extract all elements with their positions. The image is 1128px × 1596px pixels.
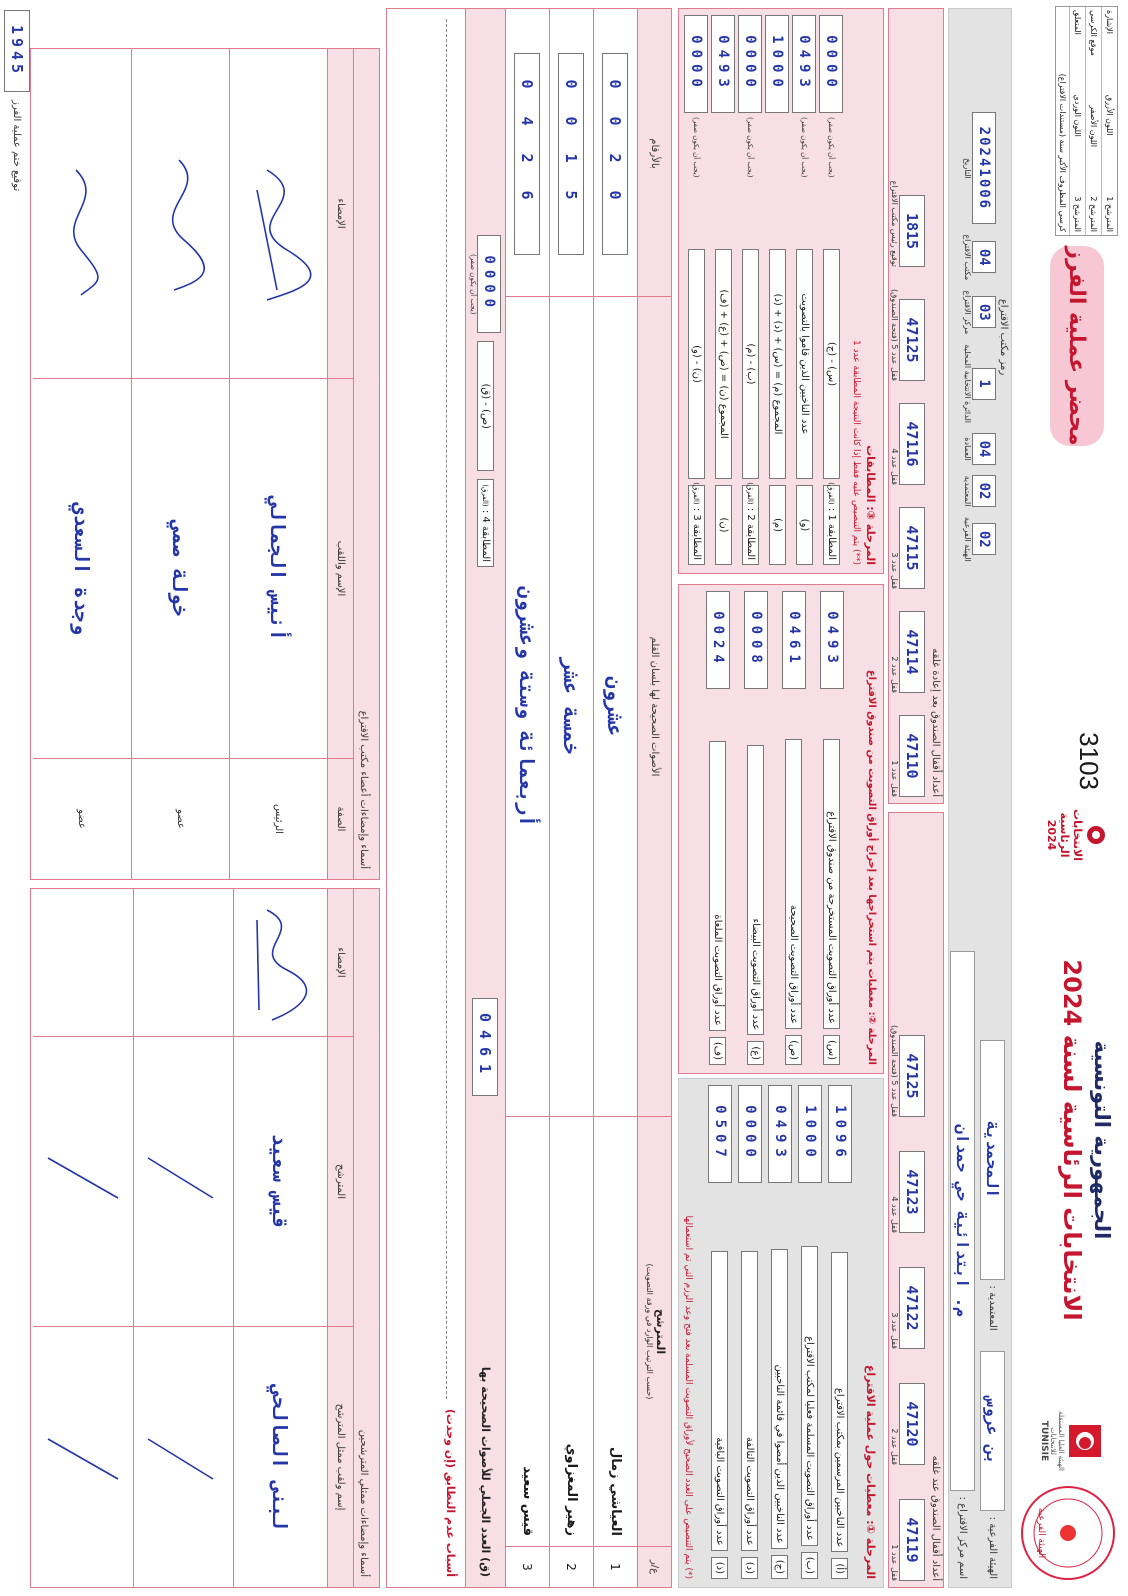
head-words: الأصوات الصحيحة لها بلسان القلم <box>638 297 672 1117</box>
head-candidate: المترشح <box>654 1308 668 1355</box>
election-logo <box>1045 800 1108 870</box>
members-block <box>30 48 380 880</box>
member-name[interactable]: أنيس الجمالي <box>230 379 328 759</box>
relock-2-label: قفل عدد 2 <box>890 656 899 693</box>
match-hint: (يجب أن يكون صفر) <box>746 117 755 178</box>
match4-hint: (يجب أن يكون صفر) <box>469 254 478 315</box>
member-row <box>131 49 229 879</box>
row-label: عدد أوراق التصويت المستخرجة من صندوق الاقتراع <box>824 739 841 1029</box>
office-code-label2: مكتب الاقتراع <box>963 234 972 281</box>
row-label: عدد أوراق التصويت البيضاء <box>748 745 765 1035</box>
circ-label: الدائرة الانتخابية المحلية <box>963 344 972 424</box>
candidate-row <box>549 9 593 1587</box>
results-header <box>637 9 671 1587</box>
stage3-row <box>818 15 845 565</box>
seal-text: الهيئة الفرعية <box>1036 1507 1046 1559</box>
lock-box[interactable] <box>899 1499 925 1581</box>
office-code-block <box>963 17 1009 657</box>
delegation-code-label: المعتمدية <box>963 475 972 507</box>
results-table <box>386 8 672 1588</box>
relock-5-value[interactable]: 47125 <box>903 317 921 363</box>
lock-4-label: قفل عدد 4 <box>890 1196 899 1233</box>
match-formula: المجموع (ن) = (ص) + (ع) + (ف) <box>715 249 732 479</box>
president-sign-value[interactable]: 1815 <box>903 212 921 250</box>
signature-icon <box>132 50 230 378</box>
reps-col-name: إسم ولقب ممثل المترشح <box>335 1403 346 1511</box>
reasons-row <box>387 9 465 1587</box>
subtitle-badge <box>1050 246 1104 446</box>
member-role: عضو <box>175 809 186 829</box>
rep-row <box>233 889 327 1587</box>
row-code: (ص) <box>786 1035 803 1065</box>
total-value[interactable]: 0461 <box>476 1012 495 1082</box>
member-signature[interactable] <box>132 49 230 379</box>
lock-box[interactable] <box>899 1035 925 1117</box>
footer <box>4 10 30 191</box>
legend-cell: المتعلق <box>1073 10 1082 35</box>
members-col-sig: الإمضاء <box>328 49 354 379</box>
center-value[interactable]: م. ابتدائية حي حمدان <box>950 951 975 1491</box>
row-label: عدد الناخبين الذين أمضوا في قائمة الناخبين <box>772 1249 789 1549</box>
row-label: عدد أوراق التصويت الملغاة <box>710 741 727 1031</box>
match-label: (و) <box>799 518 810 532</box>
rep-row-empty <box>133 889 233 1587</box>
signature-icon <box>230 50 328 378</box>
center-label: اسم مركز الاقتراع : <box>957 1496 968 1579</box>
rep-candidate[interactable]: قيس سعيد <box>234 1037 328 1327</box>
lock-5-value[interactable]: 47125 <box>903 1053 921 1099</box>
president-sign-box[interactable] <box>899 195 925 267</box>
match-sub: (الفرق) <box>827 482 835 505</box>
stage1-panel <box>678 1078 884 1588</box>
date-value[interactable]: 20241006 <box>976 126 992 211</box>
reps-col-candidate: المترشح <box>328 1037 354 1327</box>
match4-formula: (ص) - (ق) <box>477 341 494 471</box>
lock-box[interactable] <box>899 715 925 797</box>
reasons-label: أسباب عدم التطابق (إن وجدت) <box>444 1408 457 1577</box>
rep-row-empty <box>33 889 133 1587</box>
row-code: (ب) <box>802 1552 819 1579</box>
match-label: المطابقة 3 : <box>691 507 702 560</box>
candidate-name: قيس سعيد <box>506 1117 550 1547</box>
candidate-name: العياشي زمال <box>594 1117 638 1547</box>
match-label: (م) <box>772 518 783 532</box>
reps-col-sig: الإمضاء <box>328 889 354 1037</box>
lock-box[interactable] <box>899 299 925 381</box>
stage1-title: المرحلة ①: معطيات حول عملية الاقتراع <box>864 1364 877 1579</box>
member-role: الرئيس <box>273 804 284 834</box>
main-title: الانتخابات الرئاسية لسنة 2024 <box>1058 959 1086 1321</box>
lock-1-value[interactable]: 47119 <box>903 1517 921 1563</box>
members-col-name: الإسم واللقب <box>328 379 354 759</box>
stage1-row <box>765 1085 795 1579</box>
legend-cell: موقع الكرسي <box>1089 10 1098 56</box>
member-signature[interactable] <box>230 49 328 379</box>
slash-icon <box>33 1038 133 1326</box>
legend-cell: الإشارة <box>1105 10 1114 34</box>
row-value[interactable]: 0493 <box>824 611 840 669</box>
row-value[interactable]: 0008 <box>748 611 764 669</box>
stage2-row <box>737 591 775 1065</box>
candidate-votes-digits[interactable]: 0020 <box>606 79 625 228</box>
candidate-num: 3 <box>520 1563 535 1571</box>
match-value[interactable]: 0493 <box>796 35 813 93</box>
stage3-row <box>791 15 818 565</box>
slash-icon <box>134 1329 234 1587</box>
stage1-row <box>825 1085 855 1579</box>
stage3-row <box>710 15 737 565</box>
stage3-rows <box>683 15 845 565</box>
lock-4-value[interactable]: 47123 <box>903 1169 921 1215</box>
stage2-row <box>699 591 737 1065</box>
legend-cell: اللون الأصفر <box>1089 105 1098 148</box>
center-code[interactable]: 03 <box>976 303 992 321</box>
isie-en: TUNISIE <box>1039 1420 1050 1462</box>
legend-cell: اللون الوردي <box>1073 94 1082 137</box>
slash-icon <box>134 1038 234 1326</box>
match4-value[interactable]: 0000 <box>481 255 498 314</box>
row-code: (ف) <box>710 1037 727 1065</box>
footer-label: توقيع ختم عملية الفرز <box>11 100 23 192</box>
subtitle: محضر عملية الفرز <box>1064 246 1090 446</box>
match-value[interactable]: 1000 <box>769 35 786 93</box>
imada-code[interactable]: 04 <box>976 440 992 458</box>
election-logo-text: الانتخابات الرئاسية 2024 <box>1045 809 1084 861</box>
candidate-row <box>505 9 549 1587</box>
member-name[interactable]: خولة صمي <box>132 379 230 759</box>
candidate-votes-words[interactable]: عشرون <box>594 297 638 1117</box>
match-value[interactable]: 0000 <box>688 35 705 93</box>
signature-icon <box>234 890 328 1036</box>
lock-box[interactable] <box>899 611 925 693</box>
office-info-bar <box>948 8 1012 1588</box>
legend-cell: المترشح 1 <box>1105 196 1114 232</box>
relock-3-label: قفل عدد 3 <box>890 552 899 589</box>
row-value[interactable]: 0493 <box>772 1105 788 1163</box>
stage1-row <box>705 1085 735 1579</box>
row-label: عدد أوراق التصويت الباقية <box>712 1251 729 1551</box>
footer-value[interactable]: 1945 <box>8 24 26 78</box>
stage2-title: المرحلة ②: معطيات يتم استخراجها بعد إخراج أوراق التصويت من صندوق الاقتراع <box>866 669 877 1065</box>
stage2-rows <box>699 591 851 1065</box>
match-label: المطابقة 1 : <box>826 507 837 560</box>
member-role: عضو <box>76 809 88 829</box>
row-code: (ذ) <box>712 1557 729 1579</box>
reasons-line[interactable] <box>446 19 447 1399</box>
total-row <box>465 9 505 1587</box>
lock-box[interactable] <box>899 507 925 589</box>
candidate-row <box>593 9 637 1587</box>
match-formula: (ب) - (م) <box>742 249 759 479</box>
row-value[interactable]: 1000 <box>802 1105 818 1163</box>
row-value[interactable]: 0507 <box>712 1105 728 1163</box>
circ-code[interactable]: 1 <box>976 379 992 388</box>
row-code: (أ) <box>832 1558 849 1579</box>
lock-3-label: قفل عدد 3 <box>890 1312 899 1349</box>
match-sub: (الفرق) <box>692 482 700 505</box>
office-code[interactable]: 04 <box>976 248 992 266</box>
match-value[interactable]: 0000 <box>823 35 840 93</box>
relock-4-value[interactable]: 47116 <box>903 421 921 467</box>
lock-box[interactable] <box>899 1151 925 1233</box>
stage2-panel <box>678 584 884 1074</box>
legend-cell: المترشح 2 <box>1089 196 1098 232</box>
slash-icon <box>33 1329 133 1587</box>
row-label: عدد أوراق التصويت المسلمة فعليا لمكتب الاقتراع <box>802 1246 819 1546</box>
stage3-title: المرحلة ③: المطابقات <box>864 445 877 565</box>
sub-authority-row <box>980 1040 1005 1579</box>
isie-logo <box>1026 1410 1116 1472</box>
flag-icon <box>1069 1424 1103 1458</box>
stage1-note: (*) يتم التنصيص على العدد الصحيح لأوراق التصويت المسلمة بعد فتح وعد الرزم التي تم استعمالها <box>683 1215 693 1579</box>
lock-box[interactable] <box>899 403 925 485</box>
total-label: (ق) العدد الجملي للأصوات الصحيحة بها <box>479 1366 492 1577</box>
locks-closing-label: أعداد أقفال الصندوق عند غلقه <box>930 1455 941 1581</box>
relock-3-value[interactable]: 47115 <box>903 525 921 571</box>
candidate-num: 2 <box>564 1563 579 1571</box>
match-sub: (الفرق) <box>746 482 754 505</box>
row-value[interactable]: 0000 <box>742 1105 758 1163</box>
delegation-label: المعتمدية : <box>987 1285 998 1331</box>
rep-signature[interactable] <box>234 889 328 1037</box>
legend-note: كرسي المظروف الأكبر سنة (مستندات الاقتراع) <box>1058 73 1067 232</box>
head-digits: بالأرقام <box>638 11 672 297</box>
reps-title: أسماء وإمضاءات ممثلي المترشحين <box>358 1429 369 1577</box>
head-candidate-sub: (حسب الترتيب الوارد في ورقة التصويت) <box>645 1263 655 1400</box>
stage3-row <box>764 15 791 565</box>
stage3-row <box>683 15 710 565</box>
row-code: (ع) <box>748 1041 765 1065</box>
relock-4-label: قفل عدد 4 <box>890 448 899 485</box>
stage3-row <box>737 15 764 565</box>
lock-5-label: قفل عدد 5 (فتحة الصندوق) <box>890 1025 899 1117</box>
stage1-rows <box>705 1085 855 1579</box>
stage3-intro: (**) يتم التنصيص عليه فقط إذا كانت النتيجة المطابقة عدد 1 <box>851 339 861 565</box>
match4-sub: (الفرق) <box>481 484 489 507</box>
election-logo-icon <box>1084 822 1108 848</box>
official-seal <box>1014 1478 1122 1588</box>
stage1-row <box>795 1085 825 1579</box>
legend-cell: اللون الأزرق <box>1105 94 1114 136</box>
member-name[interactable]: وجدة السعدي <box>33 379 131 759</box>
match-hint: (يجب أن يكون صفر) <box>827 117 836 178</box>
stage2-row <box>813 591 851 1065</box>
stage1-row <box>735 1085 765 1579</box>
seal-icon <box>1014 1478 1122 1588</box>
relock-1-label: قفل عدد 1 <box>890 760 899 797</box>
delegation-code[interactable]: 02 <box>976 482 992 500</box>
rep-name[interactable]: لبنى الصالحي <box>268 1384 293 1530</box>
title-block <box>1058 880 1114 1400</box>
relock-5-label: قفل عدد 5 (فتحة الصندوق) <box>890 289 899 381</box>
row-value[interactable]: 1096 <box>832 1105 848 1163</box>
match-value[interactable]: 0493 <box>715 35 732 93</box>
lock-2-value[interactable]: 47120 <box>903 1401 921 1447</box>
locks-reclosing-row <box>890 180 925 797</box>
lock-box[interactable] <box>899 1267 925 1349</box>
match-value[interactable]: 0000 <box>742 35 759 93</box>
locks-closing <box>888 812 944 1588</box>
row-label: عدد أوراق التصويت التالفة <box>742 1251 759 1551</box>
delegation-value[interactable]: المحمدية <box>980 1040 1005 1280</box>
candidate-votes-words[interactable]: أربعمائة وستة وعشرون <box>506 297 550 1117</box>
legend-cell: المترشح 3 <box>1073 196 1082 232</box>
match-label: المطابقة 2 : <box>745 507 756 560</box>
member-signature[interactable] <box>33 49 131 379</box>
row-code: (ج) <box>772 1555 789 1579</box>
row-value[interactable]: 0024 <box>710 611 726 669</box>
locks-reclosing-label: أعداد أقفال الصندوق بعد إعادة غلقه <box>930 648 941 797</box>
stage2-row <box>775 591 813 1065</box>
row-value[interactable]: 0461 <box>786 611 802 669</box>
row-label: عدد الناخبين المرسمين بمكتب الاقتراع <box>832 1252 849 1552</box>
center-code-label: مركز الاقتراع <box>963 290 972 335</box>
form-number: 3103 <box>1074 732 1104 790</box>
sub-authority-value[interactable]: بن عروس <box>980 1351 1005 1511</box>
lock-box[interactable] <box>899 1383 925 1465</box>
row-code: (د) <box>742 1557 759 1579</box>
center-row <box>950 951 975 1579</box>
match-label: (ن) <box>718 517 729 533</box>
members-col-role: الصفة <box>335 806 346 832</box>
locks-closing-row <box>890 1025 925 1581</box>
match-hint: (يجب أن يكون صفر) <box>692 117 701 178</box>
country-title: الجمهورية التونسية <box>1090 1040 1114 1240</box>
head-num: ع/ر <box>649 1559 660 1575</box>
office-code-label: رمز مكتب الاقتراع <box>998 298 1009 376</box>
lock-1-label: قفل عدد 1 <box>890 1544 899 1581</box>
lock-2-label: قفل عدد 2 <box>890 1428 899 1465</box>
members-title: أسماء وإمضاءات أعضاء مكتب الاقتراع <box>358 710 369 869</box>
relock-2-value[interactable]: 47114 <box>903 629 921 675</box>
member-row <box>229 49 327 879</box>
match4-label: المطابقة 4 : <box>480 509 491 562</box>
date-label: التاريخ <box>963 158 972 179</box>
representatives-block <box>30 888 380 1588</box>
imada-label: العمادة <box>963 437 972 461</box>
candidate-votes-digits[interactable]: 0426 <box>518 79 537 228</box>
candidate-votes-digits[interactable]: 0015 <box>562 79 581 228</box>
match-formula: (س) - (ج) <box>823 249 840 479</box>
member-row <box>33 49 131 879</box>
match-formula: المجموع (م) = (س) + (د) + (ذ) <box>769 249 786 479</box>
match-formula: عدد الناخبين الذين قاموا بالتصويت <box>796 249 813 479</box>
sub-code[interactable]: 02 <box>976 530 992 548</box>
candidate-name: زهير المغزاوي <box>550 1117 594 1547</box>
sub-authority-label: الهيئة الفرعية : <box>987 1516 998 1579</box>
locks-reclosing <box>888 8 944 804</box>
president-sign-label: توقيع رئيس مكتب الاقتراع <box>890 180 899 268</box>
sub-code-label: الهيئة الفرعية <box>963 517 972 562</box>
relock-1-value[interactable]: 47110 <box>903 733 921 779</box>
isie-name: الهيئة العليا المستقلة للانتخابات <box>1049 1411 1066 1471</box>
row-label: عدد أوراق التصويت الصحيحة <box>786 739 803 1029</box>
lock-3-value[interactable]: 47122 <box>903 1285 921 1331</box>
match-hint: (يجب أن يكون صفر) <box>800 117 809 178</box>
candidate-num: 1 <box>608 1563 623 1571</box>
stage3-panel <box>678 8 884 574</box>
candidate-votes-words[interactable]: خمسة عشر <box>550 297 594 1117</box>
signature-icon <box>33 50 131 378</box>
row-code: (س) <box>824 1035 841 1065</box>
match-formula: (ن) - (و) <box>688 249 705 479</box>
legend-table <box>1055 6 1118 236</box>
